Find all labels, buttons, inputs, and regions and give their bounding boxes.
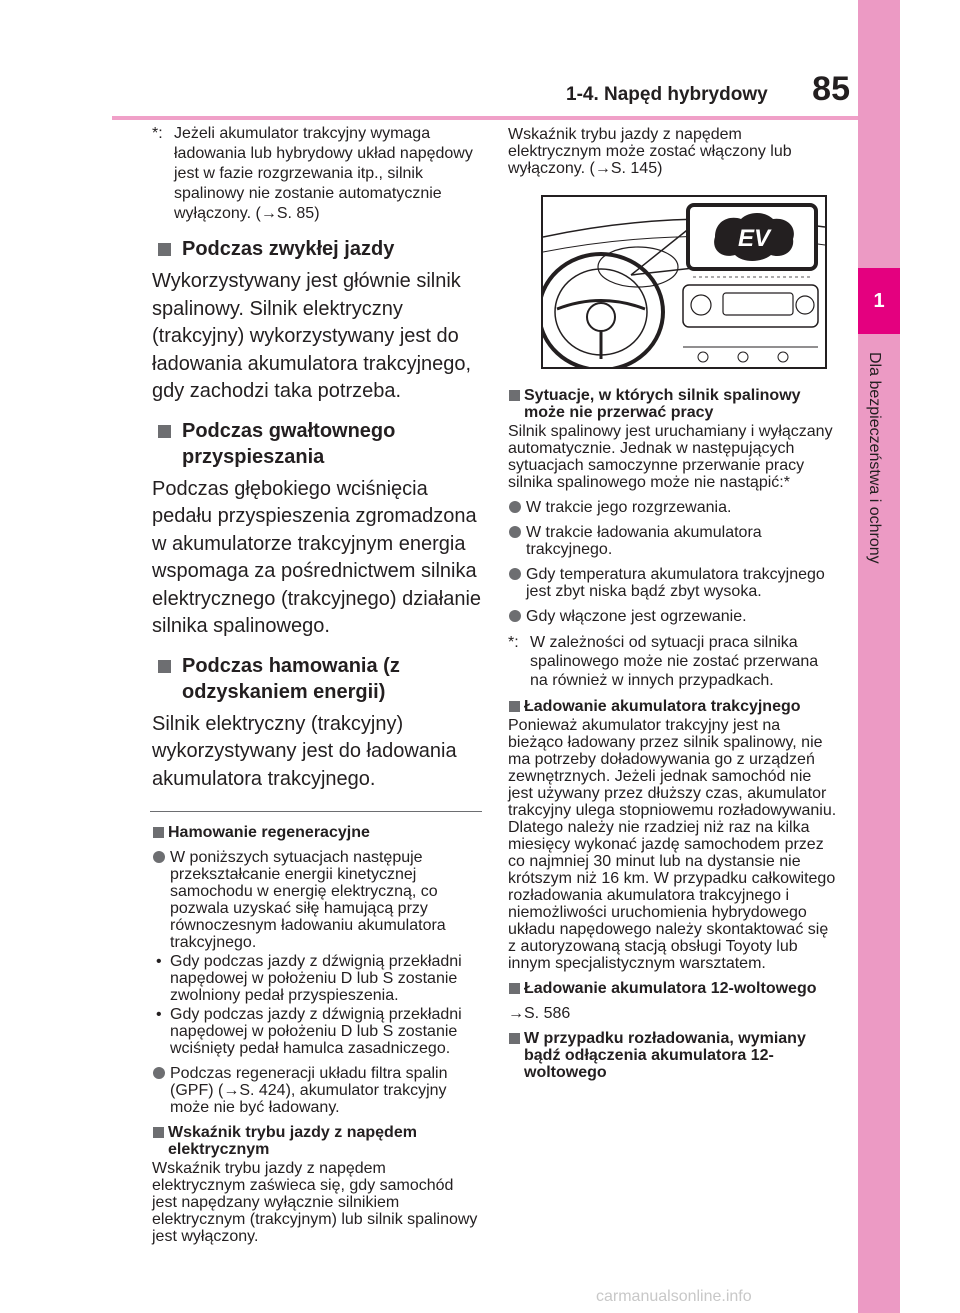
square-bullet-icon xyxy=(509,1033,520,1044)
square-bullet-icon xyxy=(509,983,520,994)
dot-bullet-icon: • xyxy=(156,1006,162,1023)
round-bullet-icon xyxy=(509,501,521,513)
sub-list-item: • Gdy podczas jazdy z dźwignią przekładni napędowej w położeniu D lub S zostanie wciśnięty pedał hamulca zasadniczego. xyxy=(156,1006,462,1057)
watermark: carmanualsonline.info xyxy=(596,1288,752,1305)
paragraph: Silnik elektryczny (trakcyjny) wykorzystywany jest do ładowania akumulatora trakcyjnego. xyxy=(152,712,457,790)
section-heading: Podczas zwykłej jazdy xyxy=(152,236,482,262)
section-heading: Podczas gwałtownego przyspieszania xyxy=(152,418,482,470)
paragraph: Ponieważ akumulator trakcyjny jest na bieżąco ładowany przez silnik spalinowy, nie ma potrzeby doładowywania go z urządzeń zewnętrznych. Jeżeli jednak samochód nie jest używany przez dłuższy czas, akumulator trakcyjny ulega stopniowemu rozładowywaniu. Dlatego należy nie rzadziej niż raz na kilka miesięcy wykonać jazdę samochodem przez co najmniej 30 minut lub na dystansie nie krótszym niż 16 km. W przypadku całkowitego rozładowania akumulatora trakcyjnego i niemożliwości uruchomienia hybrydowego układu napędowego należy skontaktować się z autoryzowaną stacją obsługi Toyoty lub innym specjalistycznym warsztatem. xyxy=(508,717,837,972)
list-item: Gdy włączone jest ogrzewanie. xyxy=(508,608,838,625)
round-bullet-icon xyxy=(509,610,521,622)
header-rule xyxy=(112,116,858,120)
note-heading: Wskaźnik trybu jazdy z napędem elektrycznym xyxy=(152,1124,482,1158)
note-heading: Hamowanie regeneracyjne xyxy=(152,824,482,841)
dashboard-figure xyxy=(541,195,827,369)
dot-bullet-icon: • xyxy=(156,953,162,970)
paragraph: Wykorzystywany jest głównie silnik spalinowy. Silnik elektryczny (trakcyjny) wykorzystywany jest do ładowania akumulatora trakcyjnego, gdy zachodzi taka potrzeba. xyxy=(152,270,472,402)
round-bullet-icon xyxy=(153,851,165,863)
right-column xyxy=(508,124,838,1081)
list-item: Gdy temperatura akumulatora trakcyjnego jest zbyt niska bądź zbyt wysoka. xyxy=(508,566,838,600)
list-item: W trakcie ładowania akumulatora trakcyjnego. xyxy=(508,524,838,558)
square-bullet-icon xyxy=(158,243,171,256)
chapter-number: 1 xyxy=(858,268,900,334)
footnote-mark: *: xyxy=(508,634,519,651)
footnote xyxy=(152,124,482,224)
square-bullet-icon xyxy=(158,425,171,438)
footnote-text: W zależności od sytuacji praca silnika spalinowego może nie zostać przerwana na również w innych przypadkach. xyxy=(530,634,819,689)
footnote xyxy=(508,633,838,690)
note-heading: Ładowanie akumulatora 12-woltowego xyxy=(508,980,838,997)
ev-indicator-label: EV xyxy=(737,225,771,252)
list-item: W trakcie jego rozgrzewania. xyxy=(508,499,838,516)
section-divider xyxy=(150,811,482,812)
paragraph: Silnik spalinowy jest uruchamiany i wyłączany automatycznie. Jednak w następujących sytuacjach samoczynne przerwanie pracy silnika spalinowego może nie nastąpić:* xyxy=(508,423,833,491)
page-reference-link[interactable]: →S. 586 xyxy=(508,1005,571,1022)
footnote-mark: *: xyxy=(152,125,163,142)
section-heading: Podczas hamowania (z odzyskaniem energii) xyxy=(152,653,482,705)
paragraph: Wskaźnik trybu jazdy z napędem elektrycznym może zostać włączony lub wyłączony. (→S. 145) xyxy=(508,126,792,177)
paragraph: Wskaźnik trybu jazdy z napędem elektrycznym zaświeca się, gdy samochód jest napędzany wyłącznie silnikiem elektrycznym (trakcyjnym) lub silnik spalinowy jest wyłączony. xyxy=(152,1160,478,1245)
square-bullet-icon xyxy=(509,390,520,401)
note-heading: W przypadku rozładowania, wymiany bądź odłączenia akumulatora 12-woltowego xyxy=(508,1030,838,1081)
list-item: W poniższych sytuacjach następuje przekształcanie energii kinetycznej samochodu w energię elektryczną, co pozwala uzyskać siłę hamującą przy równoczesnym ładowaniu akumulatora trakcyjnego. xyxy=(152,849,482,951)
section-title: 1-4. Napęd hybrydowy xyxy=(566,84,768,105)
footnote-text: Jeżeli akumulator trakcyjny wymaga ładowania lub hybrydowy układ napędowy jest w fazie rozgrzewania itp., silnik spalinowy nie zostanie automatycznie wyłączony. (→S. 85) xyxy=(174,125,473,222)
square-bullet-icon xyxy=(153,1127,164,1138)
paragraph: Podczas głębokiego wciśnięcia pedału przyspieszenia zgromadzona w akumulatorze trakcyjnym energia wspomaga za pośrednictwem silnika elektrycznego (trakcyjnego) działanie silnika spalinowego. xyxy=(152,477,482,637)
chapter-side-tab[interactable] xyxy=(858,0,900,1313)
round-bullet-icon xyxy=(509,526,521,538)
square-bullet-icon xyxy=(158,660,171,673)
square-bullet-icon xyxy=(509,701,520,712)
chapter-title: Dla bezpieczeństwa i ochrony xyxy=(866,352,883,564)
left-column xyxy=(152,124,482,1245)
square-bullet-icon xyxy=(153,827,164,838)
note-heading: Sytuacje, w których silnik spalinowy może nie przerwać pracy xyxy=(508,387,838,421)
sub-list-item: • Gdy podczas jazdy z dźwignią przekładni napędowej w położeniu D lub S zostanie zwolniony pedał przyspieszenia. xyxy=(156,953,462,1004)
round-bullet-icon xyxy=(509,568,521,580)
note-heading: Ładowanie akumulatora trakcyjnego xyxy=(508,698,838,715)
page-number: 85 xyxy=(812,70,850,108)
round-bullet-icon xyxy=(153,1067,165,1079)
list-item: Podczas regeneracji układu filtra spalin (GPF) (→S. 424), akumulator trakcyjny może nie być ładowany. xyxy=(152,1065,482,1116)
dashboard-illustration xyxy=(543,197,825,367)
